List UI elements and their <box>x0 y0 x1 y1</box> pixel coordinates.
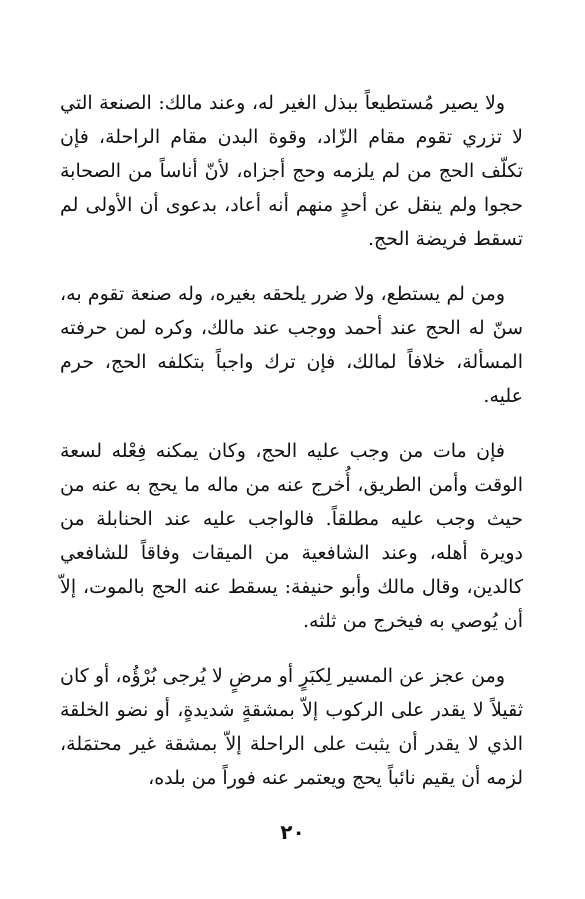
paragraph-3: فإن مات من وجب عليه الحج، وكان يمكنه فِعْله لسعة الوقت وأمن الطريق، أُخرج عنه من ماله ما يحج به عنه من حيث وجب عليه مطلقاً. فالواجب عليه عند الحنابلة من دويرة أهله، وعند الشافعية من الميقات وفاقاً للشافعي كالدين، وقال مالك وأبو حنيفة: يسقط عنه الحج بالموت، إلاّ أن يُوصي به فيخرج من ثلثه. <box>60 440 523 632</box>
paragraph-4: ومن عجز عن المسير لِكبَرٍ أو مرضٍ لا يُرجى بُرْؤُه، أو كان ثقيلاً لا يقدر على الركوب إلاّ بمشقةٍ شديدةٍ، أو نضو الخلقة الذي لا يقدر أن يثبت على الراحلة إلاّ بمشقة غير محتمَلة، لزمه أن يقيم نائباً يحج ويعتمر عنه فوراً من بلده، <box>60 665 523 789</box>
paragraph-2: ومن لم يستطع، ولا ضرر يلحقه بغيره، وله صنعة تقوم به، سنّ له الحج عند أحمد ووجب عند مالك، وكره لمن حرفته المسألة، خلافاً لمالك، فإن ترك واجباً بتكلفه الحج، حرم عليه. <box>60 283 523 407</box>
page-number: ٢٠ <box>280 820 305 844</box>
paragraph-1: ولا يصير مُستطيعاً ببذل الغير له، وعند مالك: الصنعة التي لا تزري تقوم مقام الزّاد، وقوة البدن مقام الراحلة، فإن تكلّف الحج من لم يلزمه وحج أجزاه، لأنّ أناساً من الصحابة حجوا ولم ينقل عن أحدٍ منهم أنه أعاد، بدعوى أن الأولى لم تسقط فريضة الحج. <box>60 92 523 250</box>
body-text <box>60 86 523 816</box>
